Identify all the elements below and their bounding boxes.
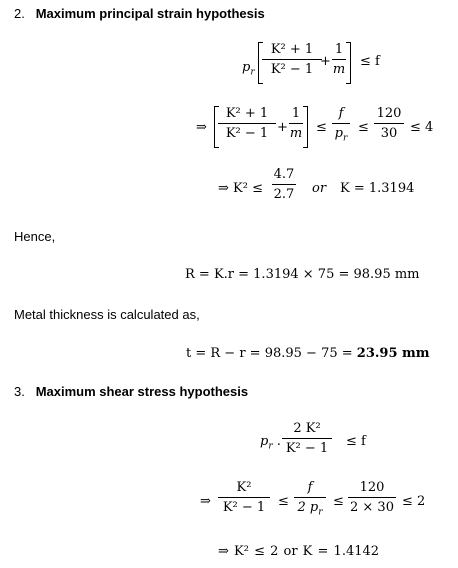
fraction-f-over-pr: f $p_r$ [332, 106, 350, 144]
bracket-right [303, 106, 308, 148]
section-2-title: Maximum principal strain hypothesis [35, 6, 265, 21]
r-equation: R = K.r = 1.3194 × 75 = 98.95 mm [185, 267, 420, 282]
relation-le-f: ≤ f [346, 434, 366, 449]
plus-sign: + [277, 120, 288, 135]
t-equation: t = R − r = 98.95 − 75 = 23.95 mm [186, 346, 430, 361]
hence-text: Hence, [14, 229, 56, 244]
bracket-right [346, 42, 351, 84]
fraction-120-over-30: 120 30 [374, 106, 404, 141]
or-word: or [312, 181, 327, 196]
metal-thickness-text: Metal thickness is calculated as, [14, 307, 200, 322]
le-2: ≤ 2 [402, 494, 426, 509]
section-3-number: 3. [14, 384, 25, 399]
plus-sign: + [320, 54, 331, 69]
k-value: K = 1.3194 [340, 181, 415, 196]
fraction-f-over-2pr: f 2 $p_r$ [294, 480, 326, 518]
fraction-k2-plus-over-k2-minus: K² + 1 K² − 1 [262, 42, 322, 77]
pr-symbol: $p_r$ [242, 60, 255, 78]
le-sign: ≤ [358, 120, 369, 135]
le-4: ≤ 4 [410, 120, 434, 135]
fraction-k2-plus-over-k2-minus: K² + 1 K² − 1 [218, 106, 276, 141]
t-result: 23.95 mm [356, 346, 430, 361]
implies-arrow: ⇒ [200, 494, 211, 509]
k-result-line: ⇒ K² ≤ 2 or K = 1.4142 [218, 544, 380, 559]
le-sign: ≤ [333, 494, 344, 509]
fraction-120-over-2x30: 120 2 × 30 [348, 480, 396, 515]
k-squared-le: ⇒ K² ≤ [218, 181, 263, 196]
le-sign: ≤ [316, 120, 327, 135]
implies-arrow: ⇒ [196, 120, 207, 135]
fraction-4.7-over-2.7: 4.7 2.7 [273, 167, 295, 202]
section-3-title: Maximum shear stress hypothesis [35, 384, 249, 399]
section-3-heading [14, 384, 248, 399]
fraction-2k2-over-k2-minus: 2 K² K² − 1 [282, 421, 332, 456]
fraction-1-over-m: 1 m [289, 106, 303, 141]
le-sign: ≤ [278, 494, 289, 509]
section-2-heading [14, 6, 265, 21]
relation-le-f: ≤ f [360, 54, 380, 69]
section-2-number: 2. [14, 6, 25, 21]
pr-symbol: $p_r$ . [260, 434, 281, 452]
fraction-1-over-m: 1 m [332, 42, 346, 77]
fraction-k2-over-k2-minus: K² K² − 1 [218, 480, 270, 515]
